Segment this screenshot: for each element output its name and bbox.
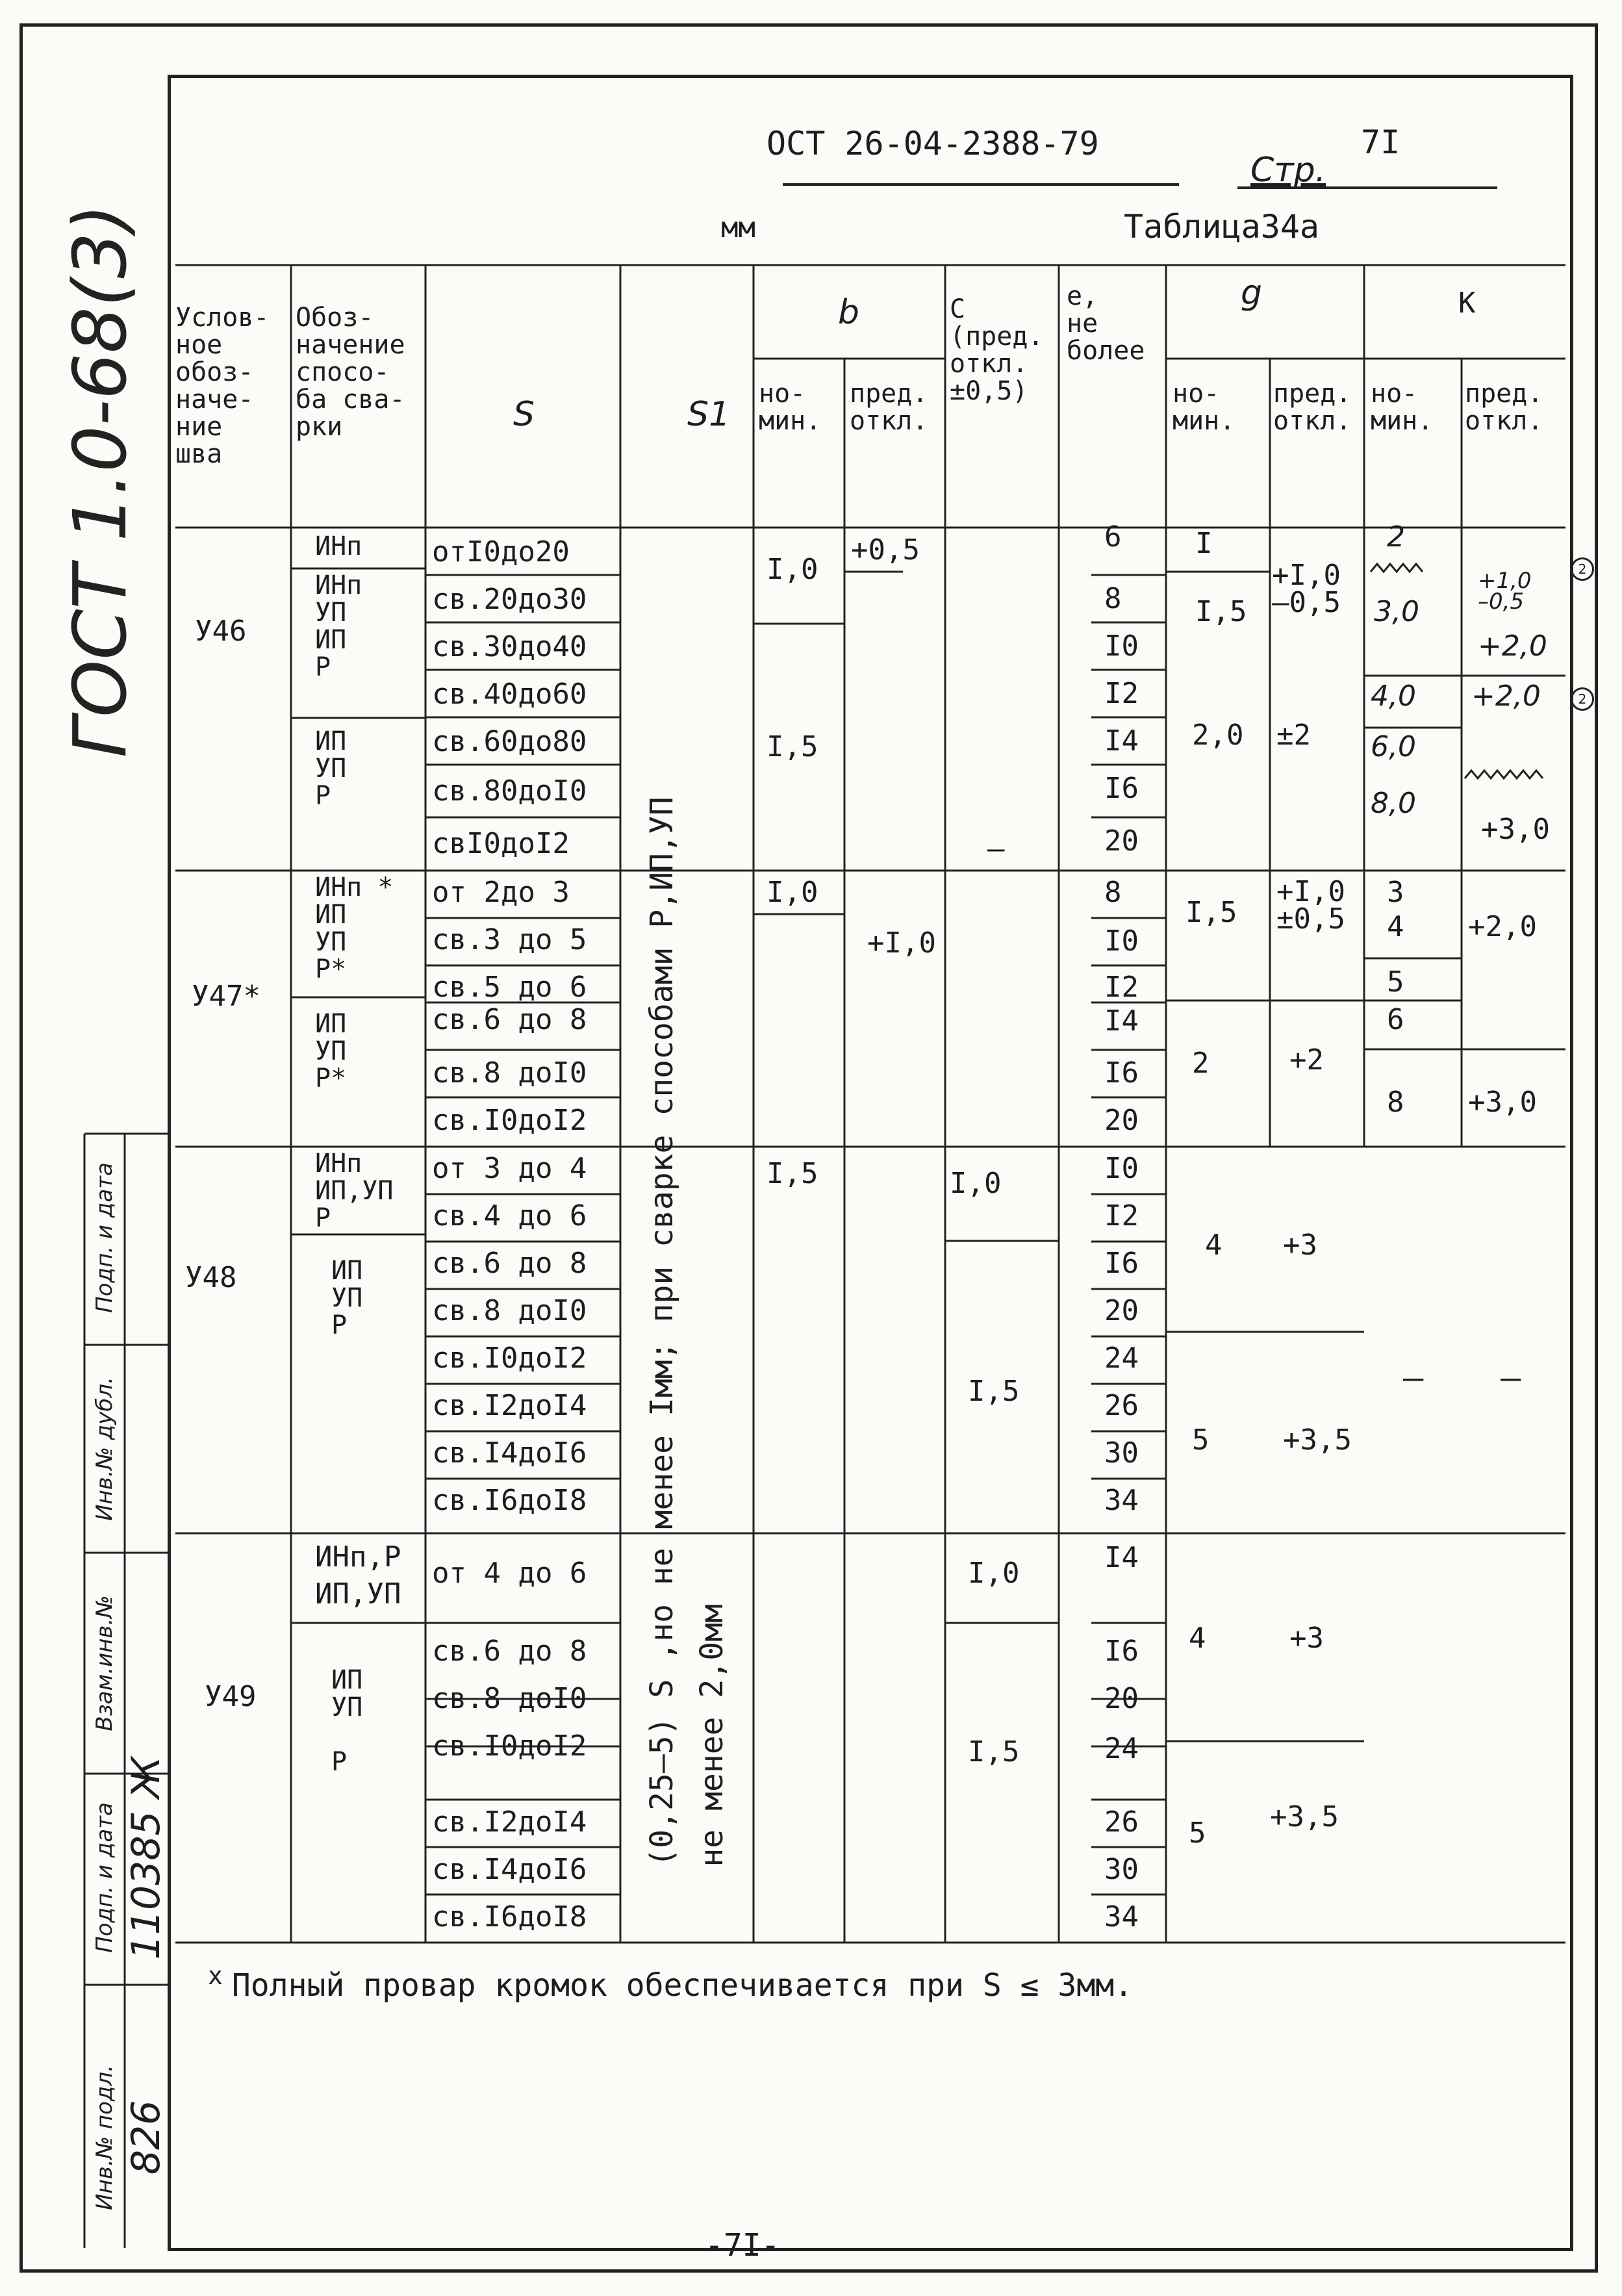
g-deviation-cell: ±2 [1276,719,1311,752]
c-cell: I,5 [968,1735,1020,1768]
g-deviation-cell: +3 [1289,1622,1324,1655]
s-cell: св.I6доI8 [432,1900,587,1933]
header-g-nominal: но- мин. [1172,379,1236,436]
s-cell: св.20до30 [432,583,587,616]
header-s: S [513,395,535,434]
k-nominal-cell: 6 [1387,1003,1404,1036]
c-cell: I,5 [968,1375,1020,1408]
e-cell: I4 [1104,724,1139,758]
e-cell: 24 [1104,1732,1139,1765]
g-nominal-cell: 2,0 [1192,719,1244,752]
g-nominal-cell: 4 [1189,1622,1206,1655]
k-deviation-cell: +2,0 [1468,910,1537,943]
e-cell: I2 [1104,677,1139,710]
k-deviation-cell: +2,0 [1478,630,1547,663]
document-number: ОСТ 26-04-2388-79 [767,125,1099,162]
e-cell: 6 [1104,520,1122,554]
e-cell: 26 [1104,1389,1139,1422]
s-cell: св.6 до 8 [432,1635,587,1668]
s-cell: от 4 до 6 [432,1557,587,1590]
method-cell: ИП УП Р [315,726,347,811]
e-cell: 30 [1104,1436,1139,1470]
e-cell: 20 [1104,1294,1139,1327]
stamp-inventory-number: 826 [123,2100,169,2175]
k-deviation-cell: +3,0 [1468,1086,1537,1119]
g-nominal-cell: I,5 [1185,896,1237,929]
k-deviation-handwritten: +2,0 [1471,680,1541,713]
k-nominal-cell: 5 [1387,965,1404,999]
e-cell: I0 [1104,1152,1139,1185]
k-nominal-handwritten: 3,0 [1374,595,1419,628]
e-cell: I4 [1104,1004,1139,1038]
e-cell: 26 [1104,1805,1139,1839]
c-cell: I,0 [950,1167,1002,1200]
stamp-signature-date-value: 110385 Ж [123,1756,169,1960]
circled-revision-mark: 2 [1571,557,1594,581]
s-cell: св.40до60 [432,678,587,711]
s-cell: св.30до40 [432,630,587,663]
e-cell: 34 [1104,1484,1139,1517]
stamp-label-replaced-inv: Взам.инв.№ [92,1595,118,1731]
k-deviation-cell: – [1501,1358,1521,1397]
s-cell: св.I0доI2 [432,1104,587,1137]
e-cell: I6 [1104,1056,1139,1090]
g-deviation-cell: +3,5 [1283,1423,1352,1457]
method-cell: ИНп [315,531,362,561]
k-nominal-cell: 4 [1387,910,1404,943]
units-label: мм [721,211,755,244]
b-deviation-cell: +0,5 [851,533,920,567]
e-cell: I0 [1104,630,1139,663]
g-nominal-cell: 4 [1205,1229,1223,1262]
method-cell: ИНп,Р ИП,УП [315,1540,401,1611]
stamp-label-inv-original: Инв.№ подл. [92,2065,118,2210]
seam-label: У48 [185,1261,237,1294]
e-cell: 24 [1104,1342,1139,1375]
s-cell: св.I2доI4 [432,1389,587,1422]
method-cell: ИП УП Р* [315,1009,347,1093]
stamp-label-inv-duplicate: Инв.№ дубл. [92,1377,118,1521]
s-cell: св.I0доI2 [432,1729,587,1763]
header-e: е, не более [1067,281,1145,366]
g-nominal-cell: 5 [1189,1817,1206,1850]
k-nominal-handwritten: 6,0 [1371,730,1416,763]
s-cell: свI0доI2 [432,827,570,860]
g-nominal-cell: I,5 [1195,595,1247,628]
k-nominal-handwritten: 4,0 [1371,680,1416,713]
k-nominal-cell: 3 [1387,876,1404,909]
e-cell: 8 [1104,582,1122,615]
s-cell: отI0до20 [432,535,570,568]
s-cell: св.I4доI6 [432,1436,587,1470]
header-b-nominal: но- мин. [759,379,822,436]
header-s1: S1 [687,395,731,434]
page-label: Стр. [1250,151,1326,190]
seam-label: У49 [205,1680,257,1713]
s-cell: св.80доI0 [432,774,587,808]
method-cell: ИНп ИП,УП Р [315,1149,394,1233]
method-cell: ИНп * ИП УП Р* [315,873,394,984]
e-cell: 20 [1104,1104,1139,1137]
method-cell: ИП УП Р [331,1665,363,1777]
method-cell: ИНп УП ИП Р [315,570,362,682]
page-number: 7I [1361,123,1400,161]
e-cell: I0 [1104,925,1139,958]
s-cell: св.6 до 8 [432,1003,587,1036]
s-cell: от 2до 3 [432,876,570,909]
header-g: g [1241,274,1263,313]
b-nominal-cell: I,0 [767,553,818,586]
s-cell: от 3 до 4 [432,1152,587,1185]
header-k-nominal: но- мин. [1371,379,1434,436]
e-cell: 30 [1104,1853,1139,1886]
footnote-text: Полный провар кромок обеспечивается при S ≤ 3мм. [231,1967,1134,2004]
s-cell: св.I6доI8 [432,1484,587,1517]
g-deviation-cell: +2 [1289,1043,1324,1077]
seam-label: У47* [192,980,260,1013]
s-cell: св.8 доI0 [432,1056,587,1090]
g-nominal-cell: 2 [1192,1047,1210,1080]
seam-label: У46 [195,615,247,648]
g-deviation-cell: +3 [1283,1229,1317,1262]
s-cell: св.I2доI4 [432,1805,587,1839]
s-cell: св.60до80 [432,725,587,758]
b-deviation-cell: +I,0 [867,926,936,960]
s-cell: св.I0доI2 [432,1342,587,1375]
g-deviation-cell: +I,0 ±0,5 [1276,875,1345,936]
s-cell: св.8 доI0 [432,1294,587,1327]
header-seam: Услов- ное обоз- наче- ние шва [175,303,270,469]
k-nominal-cell: 8 [1387,1086,1404,1119]
s-cell: св.I4доI6 [432,1853,587,1886]
header-b-deviation: пред. откл. [850,379,928,436]
page-footer-number: -7I- [705,2227,780,2264]
k-deviation-handwritten: +1,0 –0,5 [1478,568,1532,615]
g-nominal-cell: 5 [1192,1423,1210,1457]
footnote-mark: х [208,1961,223,1990]
g-deviation-cell: +3,5 [1270,1800,1339,1833]
c-cell: I,0 [968,1557,1020,1590]
e-cell: I2 [1104,1199,1139,1232]
g-nominal-cell: I [1195,527,1213,560]
e-cell: I6 [1104,1247,1139,1280]
s-cell: св.6 до 8 [432,1247,587,1280]
header-k-deviation: пред. откл. [1465,379,1543,436]
header-k: К [1458,287,1476,320]
e-cell: I6 [1104,1635,1139,1668]
k-deviation-cell: +3,0 [1481,813,1550,846]
stamp-label-signature-date: Подп. и дата [92,1802,118,1953]
s1-rotated-note: (0,25–5) S ,но не менее Iмм; при сварке способами Р,ИП,УП не менее 2,0мм [644,797,730,1867]
e-cell: 20 [1104,1682,1139,1715]
b-nominal-cell: I,5 [767,1157,818,1190]
footnote [208,1961,1134,2004]
header-b: b [838,293,860,332]
s-cell: св.5 до 6 [432,971,587,1004]
k-nominal-cell: – [1403,1358,1424,1397]
margin-gost-title: ГОСТ 1.0-68(3) [58,203,143,758]
s-cell: св.8 доI0 [432,1682,587,1715]
k-nominal-handwritten: 2 [1387,520,1405,554]
s-cell: св.4 до 6 [432,1199,587,1232]
method-cell: ИП УП Р [331,1256,363,1340]
header-method: Обоз- начение спосо- ба сва- рки [296,303,405,442]
e-cell: I4 [1104,1541,1139,1574]
header-g-deviation: пред. откл. [1273,379,1352,436]
circled-revision-mark: 2 [1571,687,1594,711]
e-cell: I2 [1104,971,1139,1004]
c-cell: – [987,832,1005,865]
e-cell: 8 [1104,876,1122,909]
b-nominal-cell: I,5 [767,730,818,763]
table-title: Таблица34а [1124,208,1320,246]
header-c: С (пред. откл. ±0,5) [950,294,1044,406]
e-cell: I6 [1104,772,1139,805]
g-deviation-cell: +I,0 –0,5 [1272,559,1341,619]
s-cell: св.3 до 5 [432,923,587,956]
k-nominal-handwritten: 8,0 [1371,787,1416,820]
e-cell: 20 [1104,824,1139,858]
b-nominal-cell: I,0 [767,876,818,909]
stamp-label-signature-date-2: Подп. и дата [92,1162,118,1313]
e-cell: 34 [1104,1900,1139,1933]
